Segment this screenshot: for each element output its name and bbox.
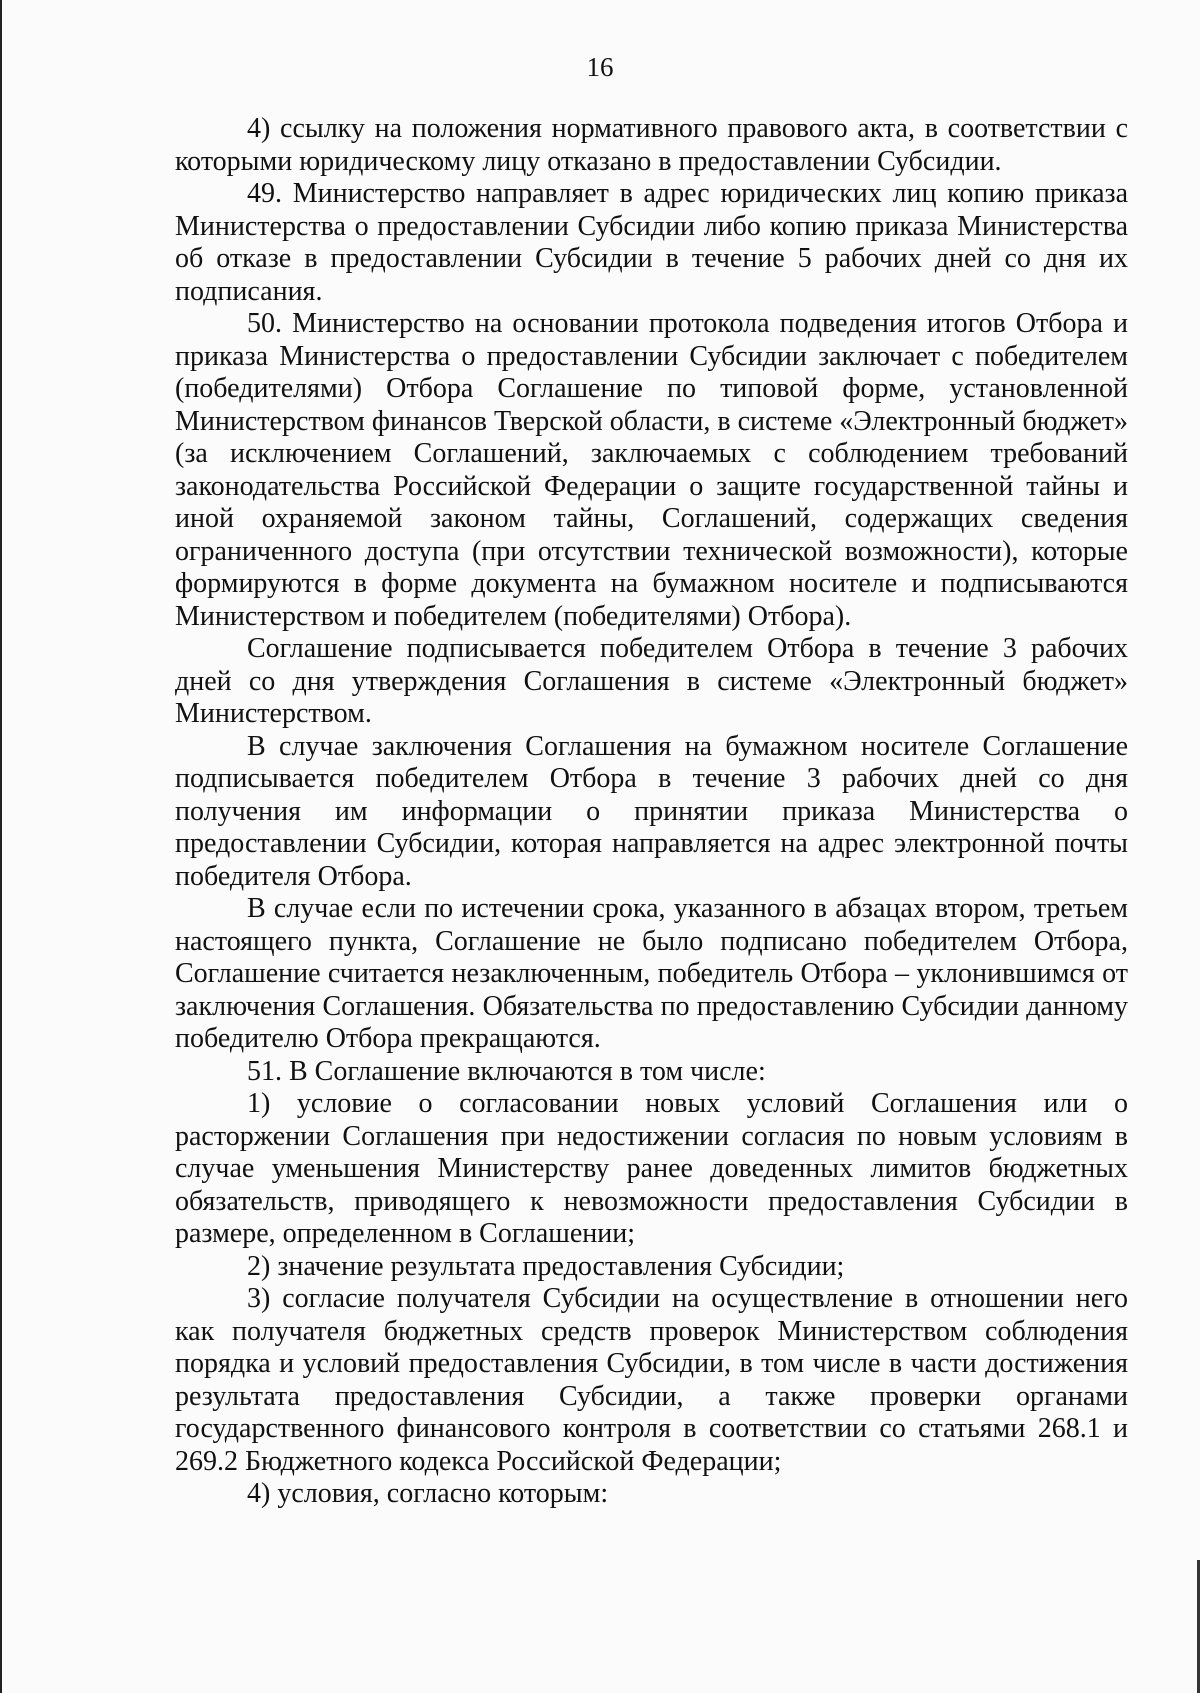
paragraph-51-item-1: 1) условие о согласовании новых условий Соглашения или о расторжении Соглашения при недостижении согласия по новым условиям в случае уменьшения Министерству ранее доведенных лимитов бюджетных обязательств, приводящего к невозможности предоставления Субсидии в размере, определенном в Соглашении; (175, 1088, 1128, 1249)
paragraph-item-4-refusal-reference: 4) ссылку на положения нормативного правового акта, в соответствии с которыми юридическому лицу отказано в предоставлении Субсидии. (175, 113, 1128, 177)
paragraph-51-item-4: 4) условия, согласно которым: (247, 1478, 609, 1509)
paragraph-51-item-2: 2) значение результата предоставления Субсидии; (247, 1250, 845, 1282)
paragraph-50-paper-signing: В случае заключения Соглашения на бумажном носителе Соглашение подписывается победителем Отбора в течение 3 рабочих дней со дня получения им информации о принятии приказа Министерства о предоставлении Субсидии, которая направляется на адрес электронной почты победителя Отбора. (175, 730, 1128, 892)
paragraph-50-signing: Соглашение подписывается победителем Отбора в течение 3 рабочих дней со дня утверждения Соглашения в системе «Электронный бюджет» Министерством. (175, 633, 1128, 729)
paragraph-50: 50. Министерство на основании протокола подведения итогов Отбора и приказа Министерства о предоставлении Субсидии заключает с победителем (победителями) Отбора Соглашение по типовой форме, установленной Министерством финансов Тверской области, в системе «Электронный бюджет» (за исключением Соглашений, заключаемых с соблюдением требований законодательства Российской Федерации о защите государственной тайны и иной охраняемой законом тайны, Соглашений, содержащих сведения ограниченного доступа (при отсутствии технической возможности), которые формируются в форме документа на бумажном носителе и подписываются Министерством и победителем (победителями) Отбора). (175, 308, 1128, 632)
paragraph-51-item-3: 3) согласие получателя Субсидии на осуществление в отношении него как получателя бюджетных средств проверок Министерством соблюдения порядка и условий предоставления Субсидии, в том числе в части достижения результата предоставления Субсидии, а также проверки органами государственного финансового контроля в соответствии со статьями 268.1 и 269.2 Бюджетного кодекса Российской Федерации; (175, 1283, 1128, 1477)
document-body (175, 113, 1128, 1511)
paragraph-50-unsigned: В случае если по истечении срока, указанного в абзацах втором, третьем настоящего пункта, Соглашение не было подписано победителем Отбора, Соглашение считается незаключенным, победитель Отбора – уклонившимся от заключения Соглашения. Обязательства по предоставлению Субсидии данному победителю Отбора прекращаются. (175, 893, 1128, 1054)
paragraph-51: 51. В Соглашение включаются в том числе: (247, 1055, 766, 1087)
paragraph-49: 49. Министерство направляет в адрес юридических лиц копию приказа Министерства о предоставлении Субсидии либо копию приказа Министерства об отказе в предоставлении Субсидии в течение 5 рабочих дней со дня их подписания. (175, 178, 1128, 307)
page-number: 16 (586, 52, 614, 82)
scan-edge-left (0, 0, 2, 1693)
